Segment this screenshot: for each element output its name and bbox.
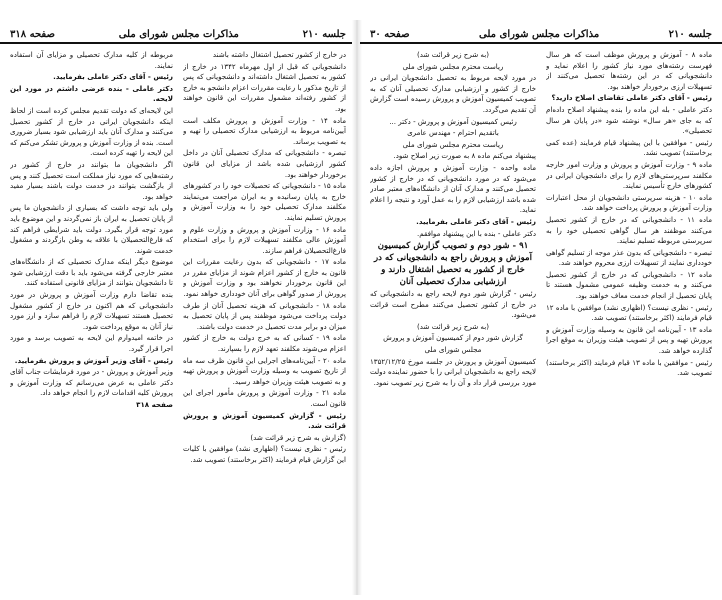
text-paragraph: در خارج از کشور تحصیل اشتغال داشته باشند: [212, 50, 346, 59]
right-page-columns: [370, 50, 712, 594]
text-paragraph: ماده ۱۸ - دانشجویانی که هزینه تحصیل آنان از طرف دولت پرداخت می‌شود موظفند پس از پایان تحصیل به میزان دو برابر مدت تحصیل در خدمت دولت باشند.: [183, 300, 346, 331]
text-paragraph: رئیس - آقای دکتر عاملی تقاضای اصلاح دارید؟: [551, 93, 712, 103]
right-page-number: صفحه ۳۰: [370, 29, 410, 40]
text-paragraph: ماده ۲۱ - وزارت آموزش و پرورش مأمور اجرای این قانون است.: [183, 388, 346, 408]
right-page-left-column: [370, 50, 536, 594]
text-paragraph: رئیس - آقای دکتر عاملی بفرمایید.: [416, 216, 536, 226]
text-paragraph: در خاتمه امیدوارم این لایحه به تصویب برسد و مورد اجرا قرار گیرد.: [10, 333, 173, 354]
text-paragraph: وزیر آموزش و پرورش - در مورد فرمایشات جناب آقای دکتر عاملی به عرض می‌رسانم که وزارت آموزش و پرورش کلیه اقدامات لازم را انجام خواهد داد.: [10, 367, 173, 398]
text-paragraph: ریاست محترم مجلس شورای ملی: [402, 61, 504, 71]
left-page-number: صفحه ۳۱۸: [10, 29, 55, 40]
text-paragraph: ماده ۱۷ - دانشجویانی که بدون رعایت مقررات این قانون به خارج از کشور اعزام شوند از مزایای مقرر در این قانون برخوردار نخواهند بود و وزارت آموزش و پرورش از صدور گواهی برای آنان خودداری خواهد نمود.: [183, 257, 346, 299]
text-paragraph: ماده ۱۵ - دانشجویانی که تحصیلات خود را در کشورهای خارج به پایان رسانیده و به ایران مراجعت می‌نمایند مکلفند مدارک تحصیلی خود را به وزارت آموزش و پرورش تسلیم نمایند.: [183, 181, 346, 222]
text-paragraph: ولی باید توجه داشت که بسیاری از دانشجویان ما پس از پایان تحصیل به ایران باز نمی‌گردند و این موضوع باید مورد توجه قرار بگیرد. دولت باید شرایطی فراهم کند که فارغ‌التحصیلان با علاقه به وطن بازگردند و مشغول خدمت شوند.: [10, 203, 173, 255]
right-page-header: [360, 22, 722, 44]
text-paragraph: ماده ۱۶ - وزارت آموزش و پرورش و وزارت علوم و آموزش عالی مکلفند تسهیلات لازم را برای استخدام فارغ‌التحصیلان فراهم سازند.: [183, 224, 346, 255]
text-paragraph: پیشنهاد می‌کنم ماده ۸ به صورت زیر اصلاح شود.: [393, 151, 536, 161]
left-page-right-column: [183, 50, 346, 594]
text-paragraph: (به شرح زیر قرائت شد): [417, 50, 489, 59]
text-paragraph: (به شرح زیر قرائت شد): [417, 321, 489, 331]
left-page-session: جلسه ۲۱۰: [302, 29, 346, 40]
text-paragraph: ماده ۱۳ - آیین‌نامه این قانون به وسیله وزارت آموزش و پرورش تهیه و پس از تصویب هیئت وزیران به موقع اجرا گذارده خواهد شد.: [546, 324, 712, 356]
text-paragraph: این لایحه‌ای که دولت تقدیم مجلس کرده است از لحاظ اینکه دانشجویان ایرانی در خارج از کشور تحصیل می‌کنند و مدارک آنان باید ارزشیابی شود بسیار ضروری است. بنده از وزارت آموزش و پرورش تشکر می‌کنم که این لایحه را تهیه کرده است.: [10, 105, 173, 158]
text-paragraph: بنده تقاضا دارم وزارت آموزش و پرورش در مورد دانشجویانی که هم اکنون در خارج از کشور مشغول تحصیل هستند تسهیلات لازم را فراهم سازد و ارز مورد نیاز آنان به موقع پرداخت شود.: [10, 290, 173, 331]
left-page-columns: [10, 50, 346, 594]
text-paragraph: تبصره - دانشجویانی که بدون عذر موجه از تسلیم گواهی خودداری نمایند از تسهیلات ارزی محروم خواهند شد.: [546, 247, 712, 268]
text-paragraph: ماده ۲۰ - آیین‌نامه‌های اجرایی این قانون ظرف سه ماه از تاریخ تصویب به وسیله وزارت آموزش و پرورش تهیه و به تصویب هیئت وزیران خواهد رسید.: [183, 355, 346, 386]
right-page-session: جلسه ۲۱۰: [668, 29, 712, 40]
right-page-title: مذاکرات مجلس شورای ملی: [479, 29, 600, 40]
text-paragraph: باتقدیم احترام - مهندس عامری: [407, 128, 499, 138]
text-paragraph: دکتر عاملی - بله این ماده را بنده پیشنهاد اصلاح داده‌ام که به جای «هر سال» نوشته شود «در پایان هر سال تحصیلی».: [546, 104, 712, 136]
right-page: [360, 0, 722, 600]
text-paragraph: صفحه ۳۱۸: [136, 400, 173, 409]
text-paragraph: رئیس - آقای وزیر آموزش و پرورش بفرمایید.: [14, 355, 173, 365]
text-paragraph: ماده ۱۲ - دانشجویانی که در خارج از کشور تحصیل می‌کنند و به خدمت وظیفه عمومی مشمول هستند تا پایان تحصیل از انجام خدمت معاف خواهند بود.: [546, 269, 712, 301]
text-paragraph: ماده ۱۰ - هزینه سرپرستی دانشجویان از محل اعتبارات وزارت آموزش و پرورش پرداخت خواهد شد.: [546, 192, 712, 213]
text-paragraph: رئیس - موافقین با ماده ۱۳ قیام فرمایند (اکثر برخاستند) تصویب شد.: [546, 357, 712, 378]
text-paragraph: رئیس - آقای دکتر عاملی بفرمایید.: [53, 72, 173, 82]
text-paragraph: ماده ۱۱ - دانشجویانی که در خارج از کشور تحصیل می‌کنند موظفند هر سال گواهی تحصیلی خود را به سرپرستی مربوطه تسلیم نمایند.: [546, 214, 712, 246]
text-paragraph: رئیس کمیسیون آموزش و پرورش - دکتر ...: [389, 116, 517, 126]
left-page-header: [0, 22, 356, 44]
left-page: [0, 0, 356, 600]
right-page-right-column: [546, 50, 712, 594]
text-paragraph: رئیس - گزارش شور دوم لایحه راجع به دانشجویانی که در خارج از کشور تحصیل می‌کنند مطرح است قرائت می‌شود.: [370, 289, 536, 320]
text-paragraph: ماده ۱۹ - کسانی که به خرج دولت به خارج از کشور اعزام می‌شوند مکلفند تعهد لازم را بسپارند.: [183, 333, 346, 354]
section-heading: ۹۱ - شور دوم و تصویب گزارش کمیسیون آموزش و پرورش راجع به دانشجویانی که در خارج از کشور به تحصیل اشتغال دارند و ارزشیابی مدارک تحصیلی آنان: [373, 241, 532, 288]
text-paragraph: ماده واحده - وزارت آموزش و پرورش اجازه داده می‌شود که در مورد دانشجویانی که در خارج از کشور تحصیل می‌کنند و مدارک آنان از دانشگاه‌های معتبر صادر شده باشد ارزشیابی لازم را به عمل آورد و نتیجه را اعلام نماید.: [370, 162, 536, 215]
text-paragraph: رئیس - موافقین با این پیشنهاد قیام فرمایند (عده کمی برخاستند) تصویب نشد.: [546, 137, 712, 158]
text-paragraph: کمیسیون آموزش و پرورش در جلسه مورخ ۱۳۵۲/۱۲/۲۵ لایحه راجع به دانشجویان ایرانی را با حضور نماینده دولت مورد بررسی قرار داد و آن را به شرح زیر تصویب نمود.: [370, 356, 536, 387]
left-page-title: مذاکرات مجلس شورای ملی: [118, 29, 239, 40]
text-paragraph: دکتر عاملی - بنده با این پیشنهاد موافقم.: [417, 228, 536, 238]
text-paragraph: رئیس - گزارش کمیسیون آموزش و پرورش قرائت شد.: [183, 410, 346, 431]
text-paragraph: مجلس شورای ملی: [424, 345, 482, 355]
text-paragraph: تبصره - دانشجویانی که مدارک تحصیلی آنان در داخل کشور ارزشیابی شده باشد از مزایای این قانون برخوردار خواهند بود.: [183, 148, 346, 179]
text-paragraph: رئیس - نظری نیست؟ (اظهاری نشد) موافقین با ماده ۱۲ قیام فرمایند (اکثر برخاستند) تصویب شد.: [546, 302, 712, 323]
text-paragraph: ریاست محترم مجلس شورای ملی: [402, 139, 504, 149]
text-paragraph: دانشجویانی که قبل از اول مهرماه ۱۳۴۲ در خارج از کشور به تحصیل اشتغال داشته‌اند و دانشجویانی که پس از تاریخ مذکور با رعایت مقررات اعزام دانشجو به خارج از کشور رفته‌اند مشمول مقررات این قانون خواهند بود.: [183, 61, 346, 113]
text-paragraph: اگر دانشجویان ما بتوانند در خارج از کشور در رشته‌هایی که مورد نیاز مملکت است تحصیل کنند و پس از بازگشت بتوانند در خدمت دولت باشند بسیار مفید خواهد بود.: [10, 159, 173, 201]
text-paragraph: ماده ۸ - آموزش و پرورش موظف است که هر سال فهرست رشته‌های مورد نیاز کشور را اعلام نماید و دانشجویانی که در این رشته‌ها تحصیل می‌کنند از تسهیلات ارزی برخوردار خواهند بود.: [546, 50, 712, 91]
text-paragraph: گزارش شور دوم از کمیسیون آموزش و پرورش: [383, 333, 523, 343]
text-paragraph: موضوع دیگر اینکه مدارک تحصیلی که از دانشگاه‌های معتبر خارجی گرفته می‌شود باید با دقت ارزشیابی شود تا دانشجویان بتوانند از مزایای قانونی استفاده کنند.: [10, 257, 173, 288]
text-paragraph: (گزارش به شرح زیر قرائت شد): [250, 432, 346, 442]
text-paragraph: مربوطه از کلیه مدارک تحصیلی و مزایای آن استفاده نمایند.: [10, 50, 173, 70]
text-paragraph: رئیس - نظری نیست؟ (اظهاری نشد) موافقین با کلیات این گزارش قیام فرمایند (اکثر برخاستند) تصویب شد.: [183, 444, 346, 464]
text-paragraph: دکتر عاملی - بنده عرضی داشتم در مورد این لایحه.: [10, 83, 173, 104]
left-page-left-column: [10, 50, 173, 594]
text-paragraph: ماده ۹ - وزارت آموزش و پرورش و وزارت امور خارجه مکلفند سرپرستی‌های لازم را برای دانشجویان ایرانی در کشورهای خارج تأسیس نمایند.: [546, 159, 712, 191]
text-paragraph: در مورد لایحه مربوط به تحصیل دانشجویان ایرانی در خارج از کشور و ارزشیابی مدارک تحصیلی آنان که به تصویب کمیسیون آموزش و پرورش رسیده است گزارش آن تقدیم می‌گردد.: [370, 73, 536, 114]
text-paragraph: ماده ۱۴ - وزارت آموزش و پرورش مکلف است آیین‌نامه مربوط به ارزشیابی مدارک تحصیلی را تهیه و به تصویب برساند.: [183, 115, 346, 146]
